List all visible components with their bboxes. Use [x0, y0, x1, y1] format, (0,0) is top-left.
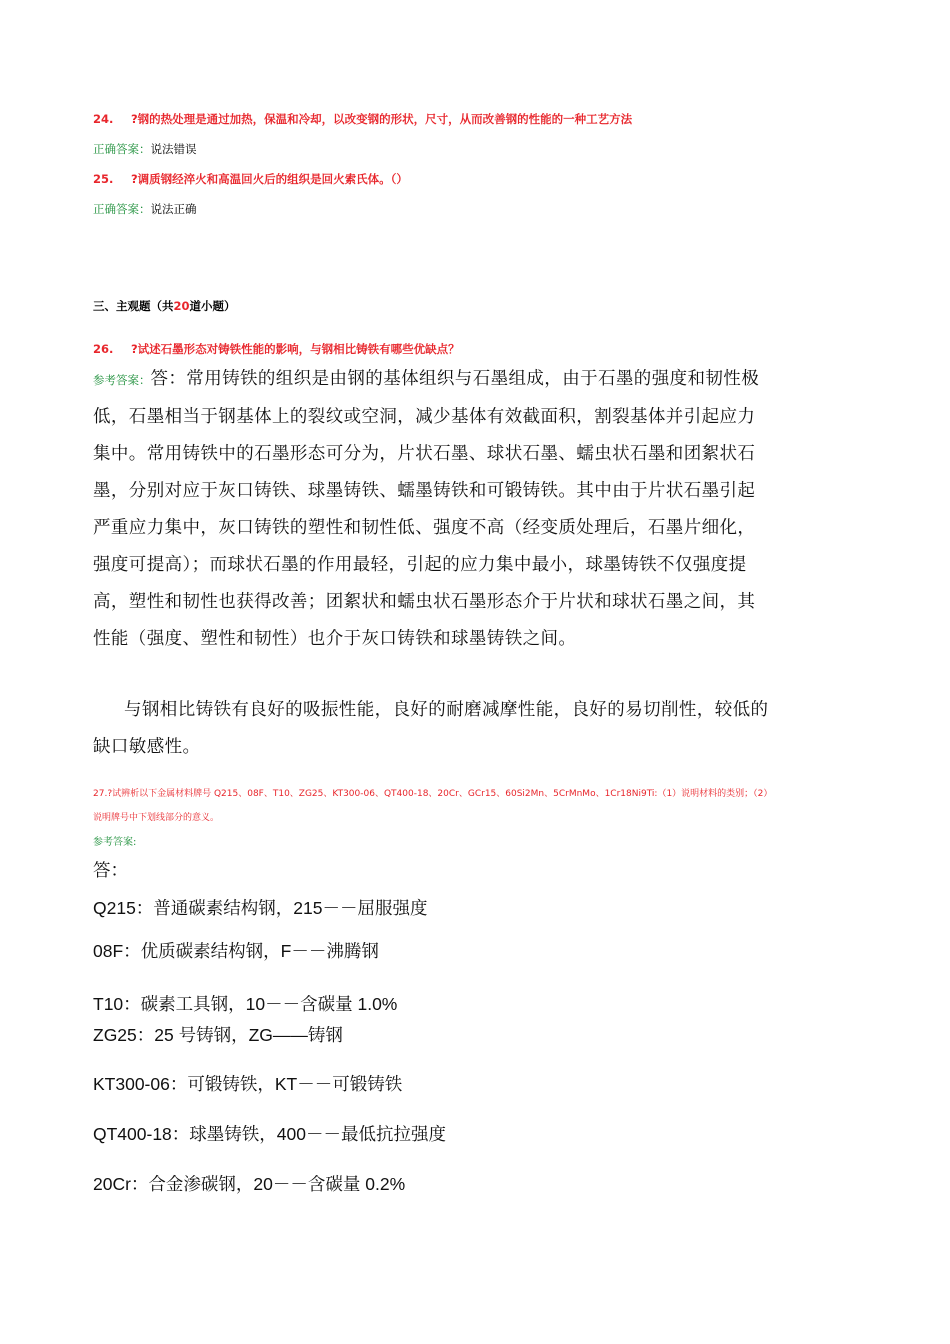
material-item-zg25: ZG25：25 号铸钢，ZG——铸钢: [93, 1025, 343, 1045]
question-27: 27.?试辨析以下金属材料牌号 Q215、08F、T10、ZG25、KT300-06、QT400-18、20Cr、GCr15、60Si2Mn、5CrMnMo、1Cr18Ni9Ti:（1）说明材料的类别；（2）说明牌号中下划线部分的意义。: [93, 789, 773, 823]
material-item-20cr: 20Cr：合金渗碳钢，20－－含碳量 0.2%: [93, 1174, 406, 1194]
answer-label: 正确答案：: [93, 202, 151, 216]
answer-value: 说法正确: [150, 202, 197, 216]
material-item-kt300-06: KT300-06：可锻铸铁，KT－－可锻铸铁: [93, 1074, 403, 1094]
answer-26-text: 答：常用铸铁的组织是由钢的基体组织与石墨组成，由于石墨的强度和韧性极低，石墨相当于钢基体上的裂纹或空洞，减少基体有效截面积，割裂基体并引起应力集中。常用铸铁中的石墨形态可分为，片状石墨、球状石墨、蠕虫状石墨和团絮状石墨，分别对应于灰口铸铁、球墨铸铁、蠕墨铸铁和可锻铸铁。其中由于片状石墨引起严重应力集中，灰口铸铁的塑性和韧性低、强度不高（经变质处理后，石墨片细化，强度可提高）；而球状石墨的作用最轻，引起的应力集中最小，球墨铸铁不仅强度提高，塑性和韧性也获得改善；团絮状和蠕虫状石墨形态介于片状和球状石墨之间，其性能（强度、塑性和韧性）也介于灰口铸铁和球墨铸铁之间。: [93, 369, 760, 649]
material-item-q215: Q215：普通碳素结构钢，215－－屈服强度: [93, 898, 428, 918]
answer-27-intro: 答：: [93, 860, 128, 880]
reference-answer-label: 参考答案：: [93, 373, 151, 387]
answer-26-paragraph-1: [93, 361, 773, 658]
answer-24: [93, 141, 197, 157]
answer-26-paragraph-2: 与钢相比铸铁有良好的吸振性能，良好的耐磨减摩性能，良好的易切削性，较低的缺口敏感性。: [93, 700, 769, 757]
question-text: ?试述石墨形态对铸铁性能的影响，与钢相比铸铁有哪些优缺点？: [131, 342, 460, 356]
answer-value: 说法错误: [150, 142, 197, 156]
question-number: 24.: [93, 112, 114, 126]
question-26: [93, 341, 460, 357]
question-text: ?钢的热处理是通过加热，保温和冷却，以改变钢的形状，尺寸，从而改善钢的性能的一种工艺方法: [131, 112, 633, 126]
reference-answer-label: 参考答案:: [93, 837, 137, 848]
material-item-t10: T10：碳素工具钢，10－－含碳量 1.0%: [93, 994, 398, 1014]
question-number: 25.: [93, 172, 114, 186]
answer-25: [93, 201, 197, 217]
answer-label: 正确答案：: [93, 142, 151, 156]
section-heading: [93, 298, 236, 314]
material-item-08f: 08F：优质碳素结构钢，F－－沸腾钢: [93, 941, 379, 961]
section-heading-prefix: 三、主观题（共: [93, 299, 174, 313]
section-question-count: 20: [173, 299, 190, 313]
question-24: [93, 111, 632, 127]
question-number: 26.: [93, 342, 114, 356]
question-text: ?调质钢经淬火和高温回火后的组织是回火索氏体。（）: [131, 172, 408, 186]
material-item-qt400-18: QT400-18：球墨铸铁，400－－最低抗拉强度: [93, 1124, 446, 1144]
section-heading-suffix: 道小题）: [189, 299, 236, 313]
question-25: [93, 171, 408, 187]
